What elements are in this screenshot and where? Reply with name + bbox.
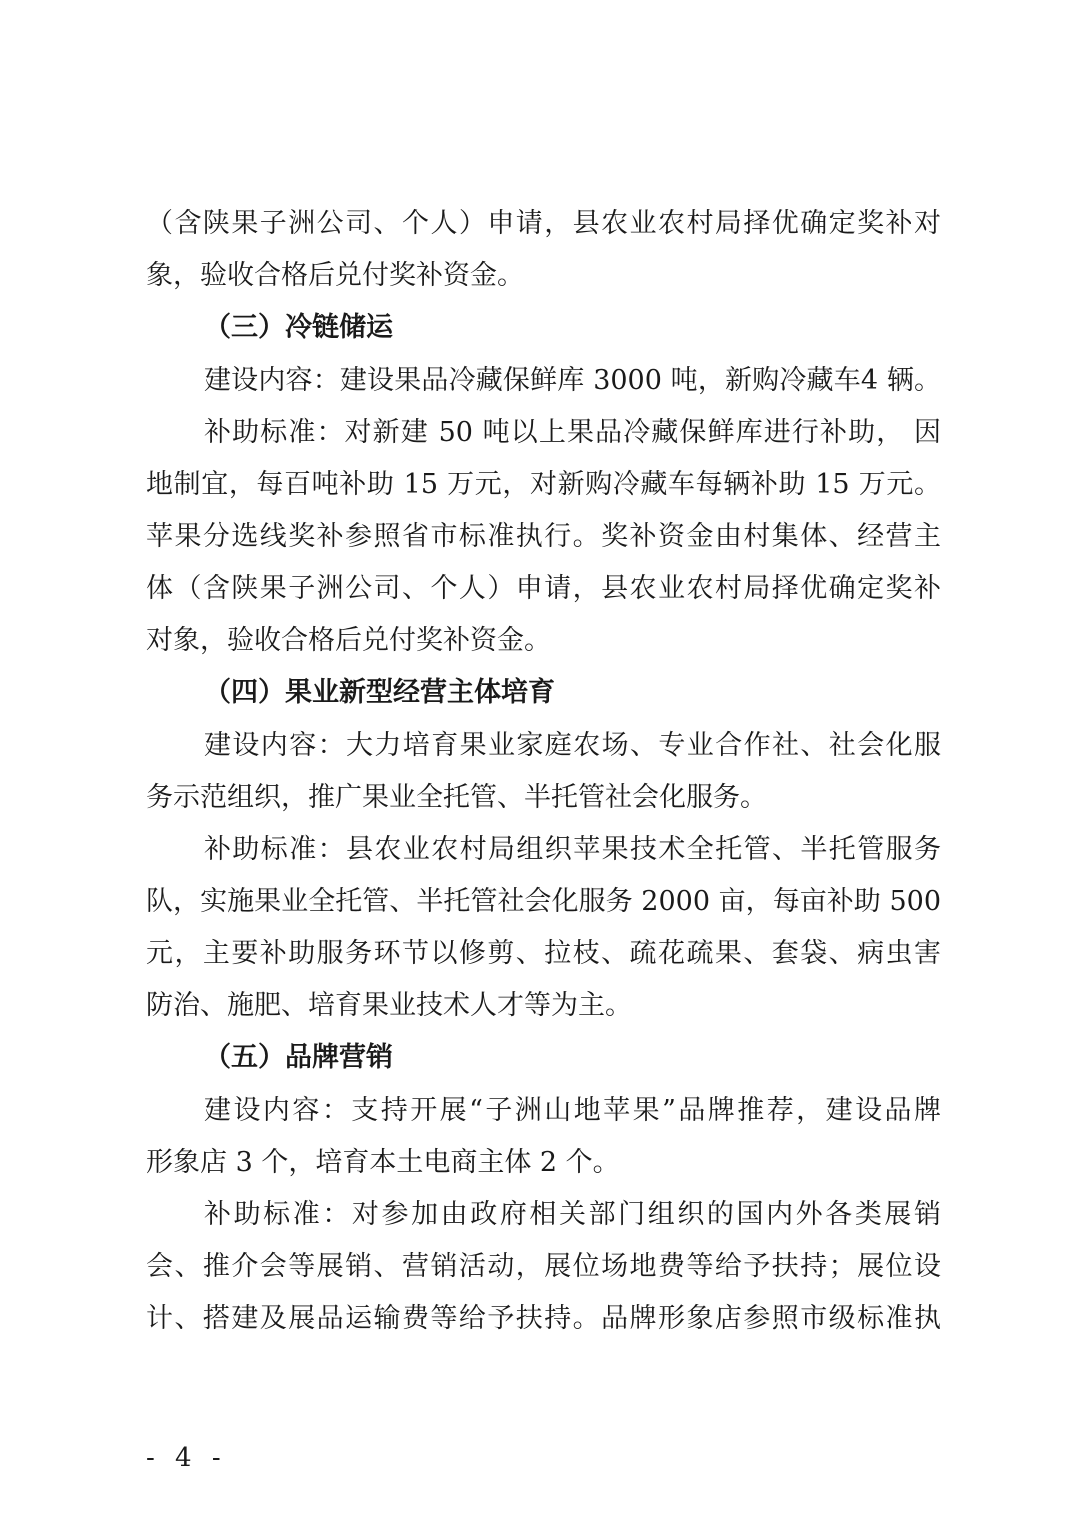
paragraph-line: 计、搭建及展品运输费等给予扶持。品牌形象店参照市级标准执 bbox=[146, 1303, 941, 1334]
paragraph-line: （含陕果子洲公司、个人）申请，县农业农村局择优确定奖补对 bbox=[146, 208, 941, 239]
paragraph-line: 务示范组织，推广果业全托管、半托管社会化服务。 bbox=[146, 782, 767, 813]
paragraph-line: 建设内容：支持开展“子洲山地苹果”品牌推荐，建设品牌 bbox=[204, 1095, 941, 1126]
paragraph-line: 形象店 3 个，培育本土电商主体 2 个。 bbox=[146, 1147, 620, 1178]
paragraph-line: 建设内容：大力培育果业家庭农场、专业合作社、社会化服 bbox=[204, 730, 941, 761]
section-heading-3: （三）冷链储运 bbox=[204, 312, 393, 343]
paragraph-line: 补助标准：县农业农村局组织苹果技术全托管、半托管服务 bbox=[204, 834, 941, 865]
paragraph-line: 补助标准：对新建 50 吨以上果品冷藏保鲜库进行补助， 因 bbox=[204, 417, 941, 448]
paragraph-line: 象，验收合格后兑付奖补资金。 bbox=[146, 260, 524, 291]
paragraph-line: 体（含陕果子洲公司、个人）申请，县农业农村局择优确定奖补 bbox=[146, 573, 941, 604]
section-heading-4: （四）果业新型经营主体培育 bbox=[204, 677, 555, 708]
paragraph-line: 补助标准：对参加由政府相关部门组织的国内外各类展销 bbox=[204, 1199, 941, 1230]
paragraph-line: 对象，验收合格后兑付奖补资金。 bbox=[146, 625, 551, 656]
paragraph-line: 队，实施果业全托管、半托管社会化服务 2000 亩，每亩补助 500 bbox=[146, 886, 941, 917]
paragraph-line: 元，主要补助服务环节以修剪、拉枝、疏花疏果、套袋、病虫害 bbox=[146, 938, 941, 969]
paragraph-line: 地制宜，每百吨补助 15 万元，对新购冷藏车每辆补助 15 万元。 bbox=[146, 469, 941, 500]
page-number: - 4 - bbox=[146, 1443, 227, 1473]
section-heading-5: （五）品牌营销 bbox=[204, 1042, 393, 1073]
paragraph-line: 会、推介会等展销、营销活动，展位场地费等给予扶持；展位设 bbox=[146, 1251, 941, 1282]
paragraph-line: 建设内容：建设果品冷藏保鲜库 3000 吨，新购冷藏车4 辆。 bbox=[204, 365, 941, 396]
paragraph-line: 苹果分选线奖补参照省市标准执行。奖补资金由村集体、经营主 bbox=[146, 521, 941, 552]
paragraph-line: 防治、施肥、培育果业技术人才等为主。 bbox=[146, 990, 632, 1021]
